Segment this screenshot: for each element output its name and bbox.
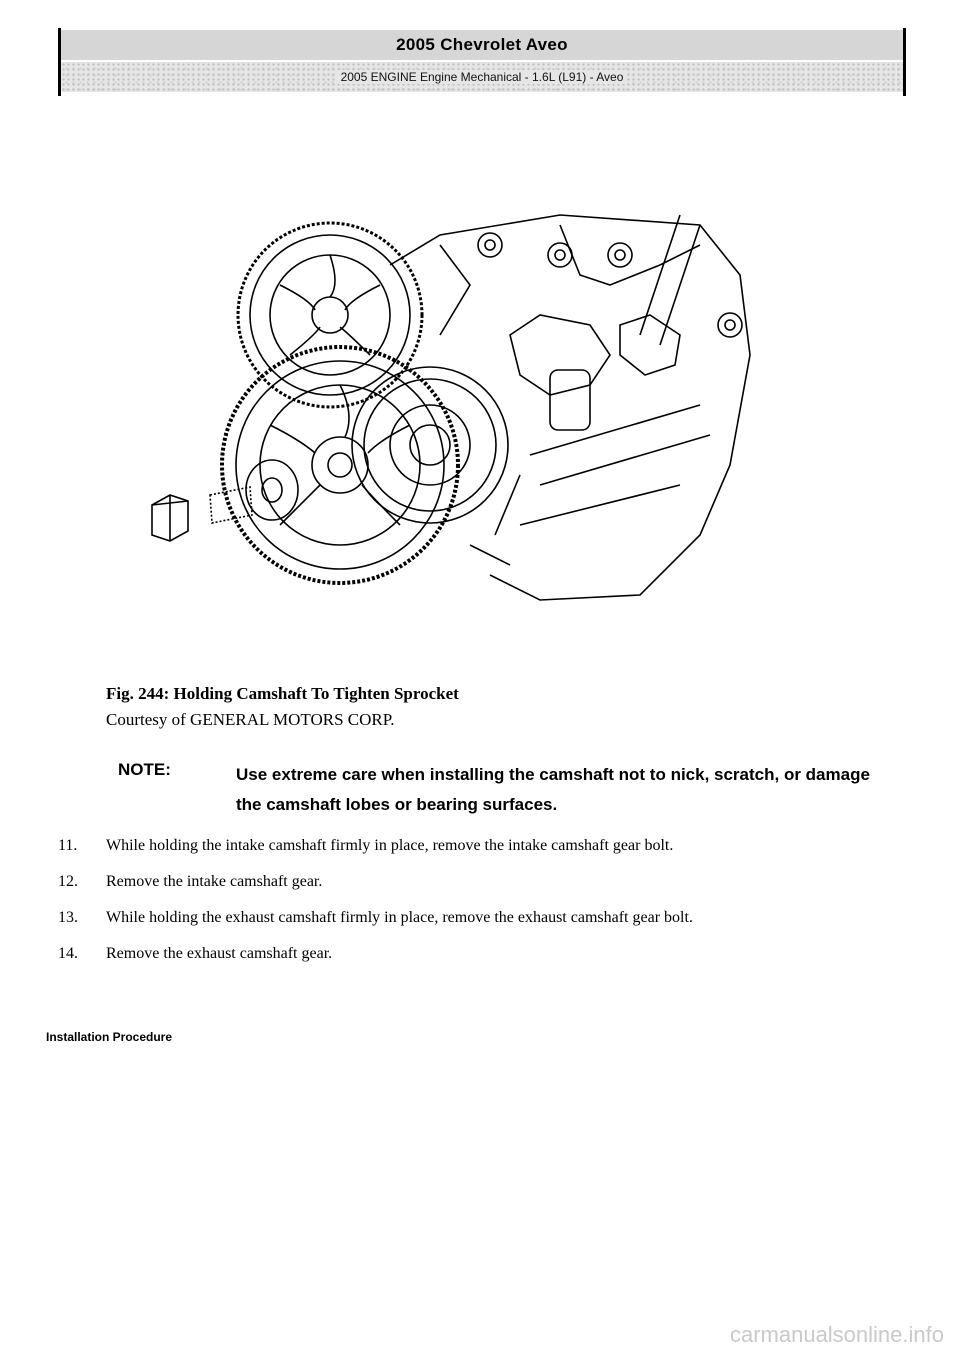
step-number: 12. <box>58 873 78 890</box>
watermark: carmanualsonline.info <box>729 1322 944 1347</box>
header-right-rule <box>903 28 906 96</box>
camshaft-sprocket-illustration <box>140 205 760 605</box>
procedure-steps <box>58 834 898 978</box>
figure-caption-credit: Courtesy of GENERAL MOTORS CORP. <box>106 710 395 729</box>
document-subtitle: 2005 ENGINE Engine Mechanical - 1.6L (L91) - Aveo <box>337 70 628 84</box>
document-title: 2005 Chevrolet Aveo <box>61 30 903 60</box>
step-text: Remove the intake camshaft gear. <box>106 873 323 890</box>
document-subtitle-bar <box>61 62 903 92</box>
page-header <box>58 28 906 96</box>
section-heading: Installation Procedure <box>46 1030 173 1044</box>
note-label: NOTE: <box>118 760 171 779</box>
step-number: 11. <box>58 837 78 854</box>
procedure-step <box>58 834 898 858</box>
figure-caption-title: Fig. 244: Holding Camshaft To Tighten Sprocket <box>106 684 459 703</box>
procedure-step <box>58 870 898 894</box>
step-text: Remove the exhaust camshaft gear. <box>106 945 333 962</box>
step-number: 14. <box>58 945 78 962</box>
step-text: While holding the exhaust camshaft firmly in place, remove the exhaust camshaft gear bolt. <box>106 909 693 926</box>
note-text: Use extreme care when installing the camshaft not to nick, scratch, or damage the camshaft lobes or bearing surfaces. <box>236 765 870 814</box>
procedure-step <box>58 942 898 966</box>
procedure-step <box>58 906 898 930</box>
step-number: 13. <box>58 909 78 926</box>
step-text: While holding the intake camshaft firmly in place, remove the intake camshaft gear bolt. <box>106 837 674 854</box>
